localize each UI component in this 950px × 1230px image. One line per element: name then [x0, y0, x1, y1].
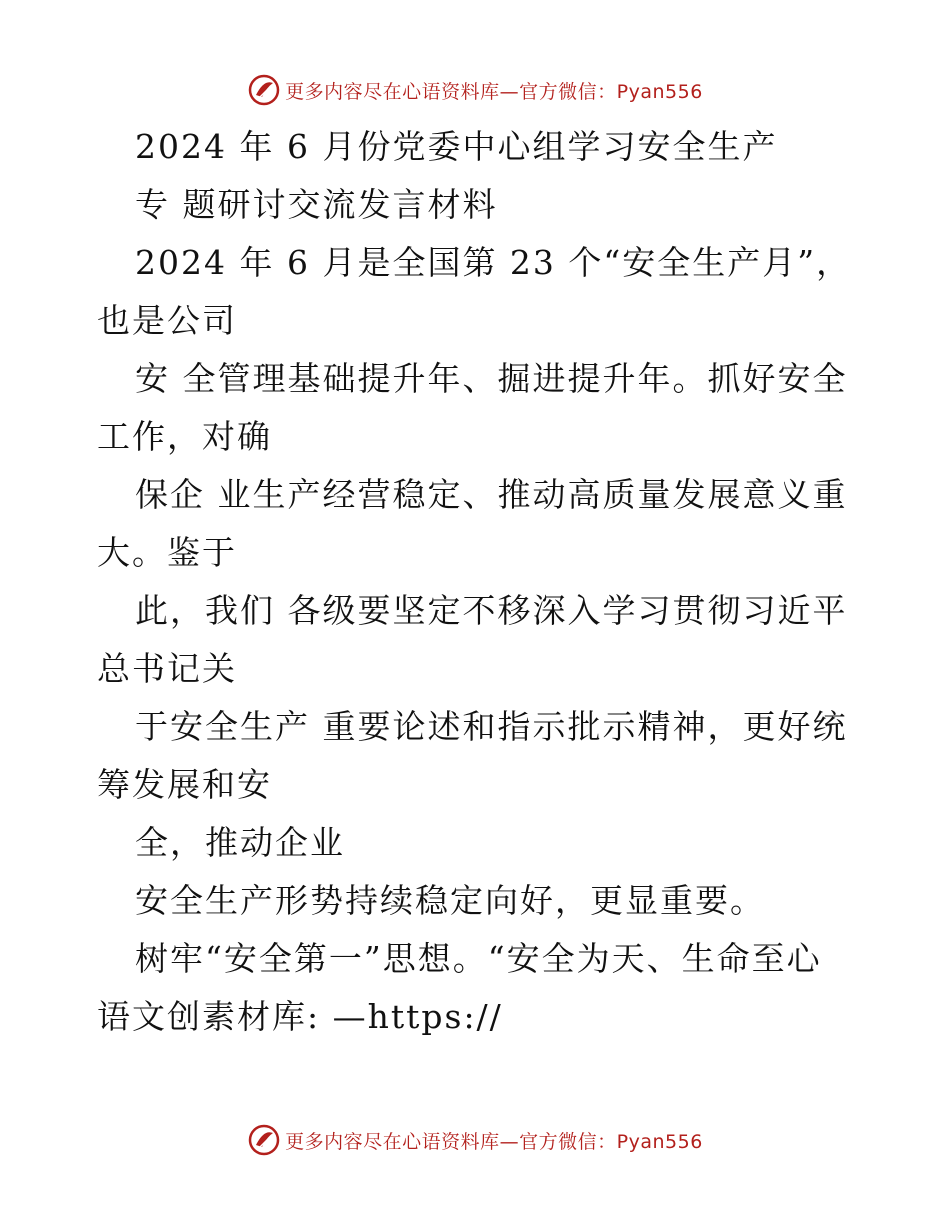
text-line: 总书记关	[97, 649, 237, 688]
text-line: 语文创素材库: —https://	[97, 997, 503, 1036]
brand-logo-icon	[247, 1123, 281, 1157]
header-watermark	[0, 70, 950, 110]
text-line: 2024 年 6 月是全国第 23 个“安全生产月”，	[135, 243, 852, 282]
text-line: 全，推动企业	[135, 823, 345, 862]
text-line: 树牢“安全第一”思想。“安全为天、生命至心	[135, 939, 822, 978]
footer-watermark-text: 更多内容尽在心语资料库—官方微信：Pyan556	[285, 1130, 703, 1153]
text-line: 安全生产形势持续稳定向好，更显重要。	[135, 881, 765, 920]
header-watermark-text: 更多内容尽在心语资料库—官方微信：Pyan556	[285, 80, 703, 103]
document-body	[97, 118, 877, 1046]
text-line: 保企 业生产经营稳定、推动高质量发展意义重	[135, 475, 848, 514]
text-line: 大。鉴于	[97, 533, 237, 572]
text-line: 筹发展和安	[97, 765, 272, 804]
footer-watermark	[0, 1120, 950, 1160]
text-line: 此，我们 各级要坚定不移深入学习贯彻习近平	[135, 591, 848, 630]
brand-logo-icon	[247, 73, 281, 107]
text-line: 于安全生产 重要论述和指示批示精神，更好统	[135, 707, 848, 746]
text-line: 也是公司	[97, 301, 237, 340]
text-line: 2024 年 6 月份党委中心组学习安全生产	[135, 127, 778, 166]
text-line: 安 全管理基础提升年、掘进提升年。抓好安全	[135, 359, 848, 398]
text-line: 工作，对确	[97, 417, 272, 456]
text-line: 专 题研讨交流发言材料	[135, 185, 498, 224]
